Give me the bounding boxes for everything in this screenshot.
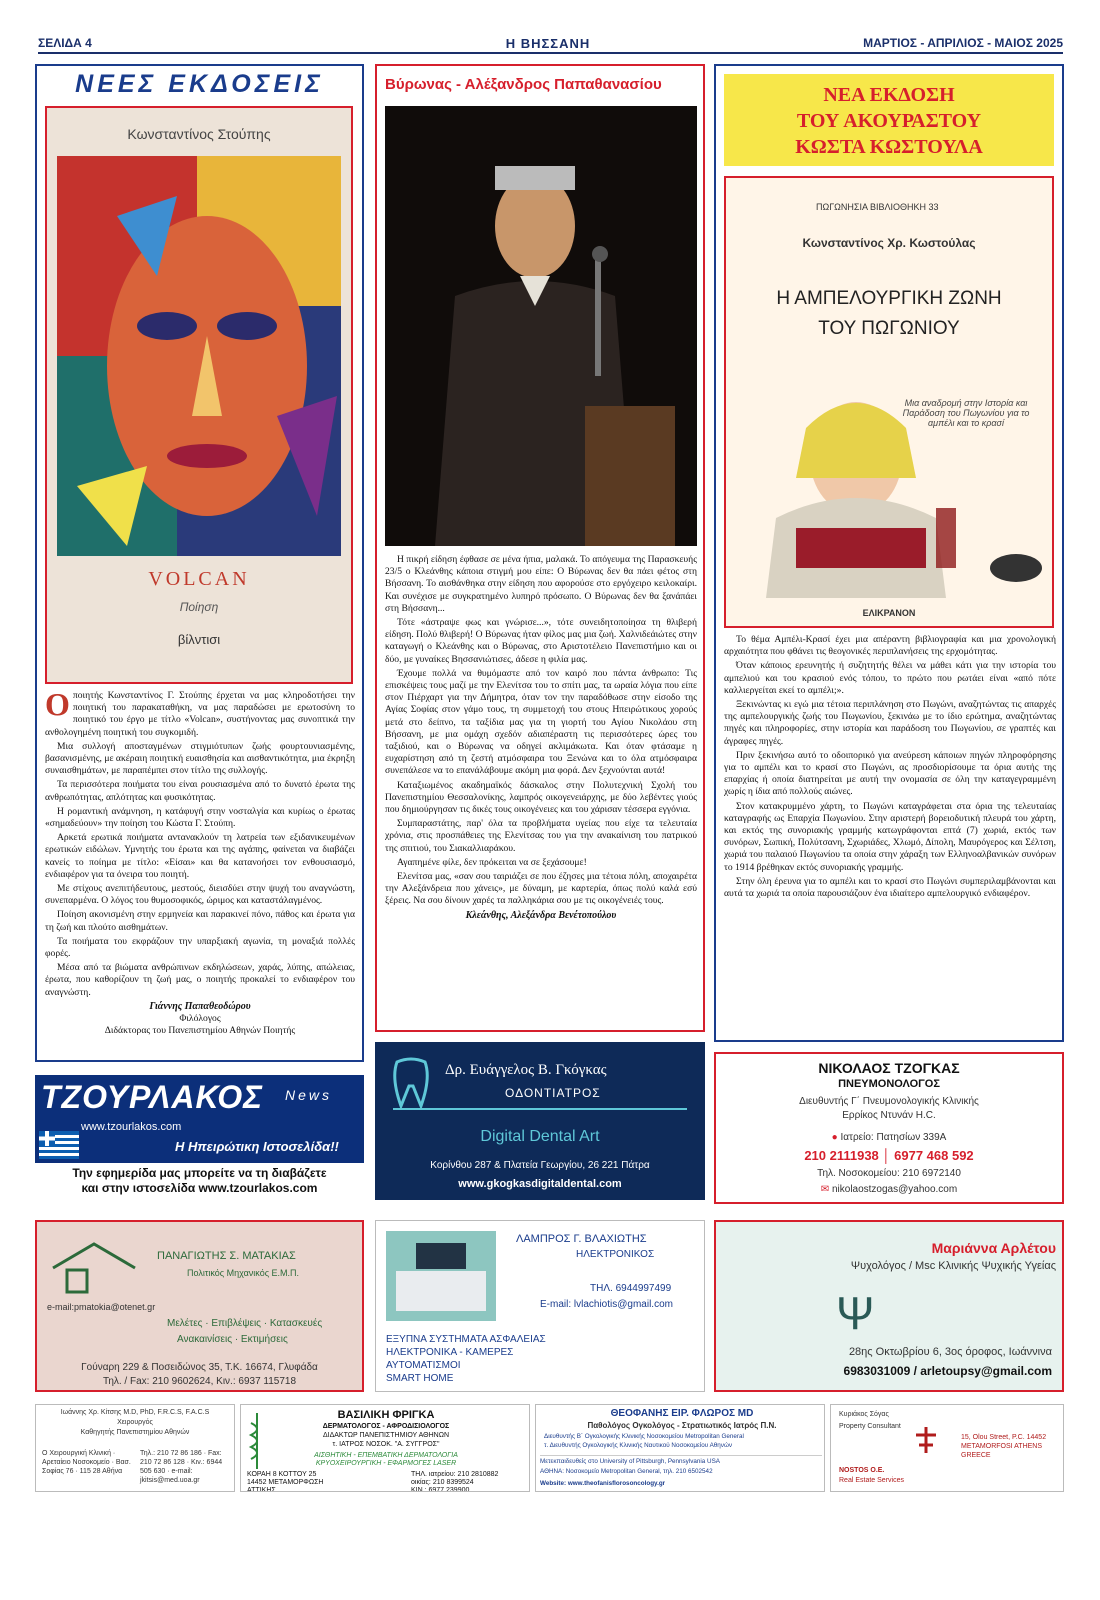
section-heading: ΝΕΕΣ ΕΚΔΟΣΕΙΣ <box>75 70 324 98</box>
cover-author: Κωνσταντίνος Χρ. Κωστούλας <box>802 236 976 250</box>
page-header <box>38 34 1063 54</box>
obituary-heading: Βύρωνας - Αλέξανδρος Παπαθανασίου <box>385 76 662 93</box>
issue-date: ΜΑΡΤΙΟΣ - ΑΠΡΙΛΙΟΣ - ΜΑΙΟΣ 2025 <box>863 36 1063 50</box>
edition-text: Το θέμα Αμπέλι-Κρασί έχει μια απέραντη βιβλιογραφία και μια χρονολογική αρχαιότητα που φθάνει τις θεογονικές περιπλανήσεις της ερχομότητας. Όταν κάποιος ερευνητής ή συζητητής θέλει να μάθει κάτι για την ιστορία του αμπελιού και του κρασιού ενός τόπου, το πρώτο που ρωτάει είναι «από πότε καλλιεργείται εκεί το αμπέλι;». Ξεκινώντας κι εγώ μια τέτοια περιπλάνηση στο Πωγώνι, αναζητώντας τις απαρχές της αμπελουργικής ζωής του Πωγωνίου, ξεκινάω με το ίδιο ερώτημα, αναζητώντας πηγές και πληροφορίες, στην ιστορία και παράδοση του Πωγωνίου, σε γραπτές και άγραφες πηγές. Πριν ξεκινήσω αυτό το οδοιπορικό για ανεύρεση κάποιων πηγών πληροφόρησης για το αμπέλι και το κρασί στο Πωγώνι, ας προσδιορίσουμε τα όρια αυτής της επαρχίας ή οποία διατηρείται με αυτή την ονομασία σε όλη την καταγεγραμμένη χωρίς η ίδια από πολλούς αιώνες. Στον κατακρυμμένο χάρτη, το Πωγώνι καταγράφεται στα όρια της τελευταίας καταγραφής ως Επαρχία Πωγωνίου. Στην αριστερή βορειοδυτική πλευρά του χάρτη, και εκτός της συνοριακής γραμμής κατωγράφονται επτά (7) χωριά, εκτός των συνόρων, Σωπική, Πολύτσανη, Σχωριάδες, Χλωμό, Δίπολη, Μαυρόγερος και Σέλτση, χωριά του παλαιού Πωγωνίου τα οποία στην χάραξη των Ελληνοαλβανικών συνόρων το 1914 βρέθηκαν εκτός συνοριακής γραμμής. Στην όλη έρευνα για το αμπέλι και το κρασί στο Πωγώνι συμπεριλαμβάνονται και αυτά τα χωριά τα οποία παρουσιάζουν ένα ιδιαίτερο αμπελουργικό ενδιαφέρον. <box>724 634 1056 900</box>
newspaper-name: Η ΒΗΣΣΑΝΗ <box>505 36 591 51</box>
dentist-name: Δρ. Ευάγγελος Β. Γκόγκας <box>445 1062 607 1078</box>
house-icon <box>49 1240 139 1296</box>
obituary-signature: Κλεάνθης, Αλεξάνδρα Βενέτοπούλου <box>465 909 617 921</box>
tzourlakos-caption: Την εφημερίδα μας μπορείτε να τη διαβάζετε και στην ιστοσελίδα www.tzourlakos.com <box>72 1166 327 1195</box>
dentist-brand: Digital Dental Art <box>480 1128 600 1145</box>
portrait-photo <box>385 106 697 546</box>
sogas-ad: Κυριάκος Σόγας Property Consultant NOSTOS O.E. Real Estate Services 15, Olou Street, P.C. 14452 METAMORFOSI ATHENS GREECE <box>830 1404 1064 1492</box>
clinic-address: ● Ιατρείο: Πατησίων 339Α <box>831 1132 947 1143</box>
envelope-icon: ✉ <box>820 1184 830 1195</box>
frigka-ad: ΒΑΣΙΛΙΚΗ ΦΡΙΓΚΑ ΔΕΡΜΑΤΟΛΟΓΟΣ - ΑΦΡΟΔΙΣΙΟΛΟΓΟΣ ΔΙΔΑΚΤΩΡ ΠΑΝΕΠΙΣΤΗΜΙΟΥ ΑΘΗΝΩΝ τ. ΙΑΤΡΟΣ ΝΟΣΟΚ. "Α. ΣΥΓΓΡΟΣ" ΑΙΣΘΗΤΙΚΗ - ΕΠΕΜΒΑΤΙΚΗ ΔΕΡΜΑΤΟΛΟΓΙΑ ΚΡΥΟΧΕΙΡΟΥΡΓΙΚΗ - ΕΦΑΡΜΟΓΕΣ LASER ΚΟΡΑΗ 8 ΚΟΤΤΟΥ 25 14452 ΜΕΤΑΜΟΡΦΩΣΗ ΑΤΤΙΚΗΣ ΤΗΛ. ιατρείου: 210 2810882 οικίας: 210 8399524 ΚΙΝ.: 6977 239900 <box>240 1404 530 1492</box>
cover-painting <box>57 156 341 556</box>
services-list: ΕΞΥΠΝΑ ΣΥΣΤΗΜΑΤΑ ΑΣΦΑΛΕΙΑΣ ΗΛΕΚΤΡΟΝΙΚΑ - ΚΑΜΕΡΕΣ ΑΥΤΟΜΑΤΙΣΜΟΙ SMART HOME <box>386 1334 546 1384</box>
location-pin-icon: ● <box>831 1132 838 1143</box>
arletou-ad: Μαριάννα Αρλέτου Ψυχολόγος / Msc Κλινικής Ψυχικής Υγείας Ψ 28ης Οκτωβρίου 6, 3ος όροφος, Ιωάννινα 6983031009 / arletoupsy@gmail.com <box>714 1220 1064 1392</box>
review-text: Οποιητής Κωνσταντίνος Γ. Στούπης έρχεται να μας κληροδοτήσει την ποιητική του παρακαταθήκη, να μας παραδώσει με ερωτοσύνη το ποιητικό του έργο με τίτλο «Volcan», συστήνοντας μας συνοπτικά την ανθολογημένη ποιητική του συγκομιδή. Μια συλλογή αποσταγμένων στιγμιότυπων ζωής φουρτουνιασμένης, βασανισμένης, με ακέραιη ποιητική ευαισθησία και αισθαντικότητα, μια έκρηξη συναισθημάτων, με παραπέμπει στον τίτλο της συλλογής. Τα περισσότερα ποιήματα του είναι ρουσιασμένα από το δυνατό έρωτα της ανθρωπότητας, απλότητας και φυσικότητας. Η ρομαντική ανάμνηση, η κατάφυγή στην νοσταλγία και κυρίως ο έρωτας «σημαδεύουν» την ποίηση του Κώστα Γ. Στούπη. Αρκετά ερωτικά ποιήματα αντανακλούν τη λατρεία των εξιδανικευμένων ερωτικών ειδώλων. Υμνητής του έρωτα και της αγάπης, φαίνεται να διαβάζει κανείς το ποίημα με τίτλο: «Είσαι» και θα κατανοήσει τον ενθουσιασμό, ενδιαφέρον για τα όνειρα του ποιητή. Με στίχους ανεπιτήδευτους, μεστούς, διεισδύει στην ψυχή του αναγνώστη, συνεπαρμένα. Ο λόγος του θυμοσοφικός, ώριμος και καταστάλαγμένος. Ποίηση ακονισμένη στην ερμηνεία και παρακινεί πόνο, πάθος και έρωτα για τη ζωή και πλούτο αισθημάτων. Τα ποιήματα του εκφράζουν την υπαρξιακή αγωνία, τη μοναξιά πολλές φορές. Μέσα από τα βιώματα ανθρώπινων εκδηλώσεων, χαράς, λύπης, απώλειας, έρωτα, που καθορίζουν τη ζωή μας, ο ποιητής προκαλεί το ενδιαφέρον του αναγνώστη. Γιάννης Παπαθεοδώρου Φιλόλογος Διδάκτορας του Πανεπιστημίου Αθηνών Ποιητής <box>45 686 355 1037</box>
obituary-text: Η πικρή είδηση έφθασε σε μένα ήπια, μαλακά. Το απόγευμα της Παρασκευής 23/5 ο Κλεάνθης κάποια στιγμή μου είπε: Ο Βύρωνας δεν θα πάει φέτος στη Βήσσανη. Το αισθάνθηκα στην είδηση που αφορούσε στο εργόχειρο κειλοκαίρι. Και συνέχισε με συγκρατημένο λυπηρό πρόσωπο. Ο Βύρωνας δεν θα ξανάπάει στη Βήσσανη... Τότε «άστραψε φως και γνώρισε...», τότε συνειδητοποίησα τη θλιβερή είδηση. Πολύ θλιβερή! Ο Βύρωνας ήταν φίλος μας μια ζωή. Χαλνιδεάιώτες στην καταγωγή ο Κλεάνθης και ο Βύρωνας, στο Αριστοτέλειο Πανεπιστήμιο και οι δύο, με γυναίκες Βησσανιώτισες, άδεσε η φιλία μας. Έχουμε πολλά να θυμόμαστε από τον καιρό που πάντα άνθρωπο: Τις επισκέψεις τους μαζί με την Ελενίτσα του το σπίτι μας, τα ωραία λόγια που είπε στον Πιέρχαρτ για την Δήμητρα, όταν τον την παραδόθωσε στην είσοδο της Αγίας Σοφίας στον γάμο τους, τη συμμετοχή του στους Ηπειρώτικους χορούς μετά στο δείπνο, τα ταξίδια μας για τη γιορτή του Αγίου Νικολάου στη Βήσσανη, με μια ομάχη σχεδόν αδιαπέραστη τις περισσότερες ώρες του ταξιδιού, και ο Βύρωνας να οδηγεί ακλιμάκωτα. Και όταν φτάσαμε η ευχαρίστηση από τη ζεστή ατμόσφαιρα του Ξενώνα και το όλα ατμόσφαιρα συνεπάλεσε να το επανάλάβουμε ακόμη μια φορά. Δεν ξεχνούνται αυτά! Καταξιωμένος ακαδημαϊκός δάσκαλος στην Πολυτεχνική Σχολή του Πανεπιστημίου Θεσσαλονίκης, λαμπρός οικογενειάρχης, με δύο λεβέντες γιούς που δημιούργησαν τις δικές τους οικογένειες και του χάρισαν τέσσερα εγγόνια. Συμπαραστάτης, παρ' όλα τα προβλήματα υγείας που είχε τα τελευταία χρόνια, στις προσπάθειες της Ελενίτσας του για την ανακαίνιση του πατρικού της σπιτιού, του Σιακαλλιαράκου. Αγαπημένε φίλε, δεν πρόκειται να σε ξεχάσουμε! Ελενίτσα μας, «σαν σου ταιριάζει σε που έζησες μια τέτοια πόλη, αποχαιρέτα την Αλεξάνδρεια που χάνεις», με δύναμη, με καρτερία, όπως πολύ καλά εσύ ξέρεις. Να σου δίνουν χαρές τα παλληκάρια σου με τις οικογένειές τους. Κλεάνθης, Αλεξάνδρα Βενέτοπούλου <box>385 554 697 921</box>
tooth-icon <box>391 1056 431 1110</box>
tzourlakos-banner[interactable]: ΤΖΟΥΡΛΑΚΟΣ News www.tzourlakos.com Η Ηπειρώτικη Ιστοσελίδα!! <box>35 1075 364 1163</box>
cover-series: ΠΩΓΩΝΗΣΙΑ ΒΙΒΛΙΟΘΗΚΗ 33 <box>816 202 939 212</box>
dentist-website[interactable]: www.gkogkasdigitaldental.com <box>458 1178 622 1190</box>
cover-publisher: ΕΛΙΚΡΑΝΟΝ <box>862 608 916 618</box>
floros-ad: ΘΕΟΦΑΝΗΣ ΕΙΡ. ΦΛΩΡΟΣ MD Παθολόγος Ογκολόγος - Στρατιωτικός Ιατρός Π.Ν. Διευθυντής Β΄ Ογκολογικής Κλινικής Νοσοκομείου Metropolitan General τ. Διευθυντής Ογκολογικής Κλινικής Ναυτικού Νοσοκομείου Αθηνών Μετεκπαιδευθείς στο University of Pittsburgh, Pennsylvania USA ΑΘΗΝΑ: Νοσοκομείο Metropolitan General, τηλ. 210 6502542 Website: www.theofanisflorosoncology.gr <box>535 1404 825 1492</box>
email-link[interactable]: ✉ nikolaostzogas@yahoo.com <box>820 1184 958 1195</box>
cover-illustration <box>736 368 1046 598</box>
phone-numbers[interactable]: 210 2111938 │ 6977 468 592 <box>804 1148 974 1163</box>
dentist-ad: Δρ. Ευάγγελος Β. Γκόγκας ΟΔΟΝΤΙΑΤΡΟΣ Digital Dental Art Κορίνθου 287 & Πλατεία Γεωργίου, 26 221 Πάτρα www.gkogkasdigitaldental.com <box>375 1042 705 1200</box>
cover-publisher: βίλντισι <box>177 632 221 647</box>
matakias-ad: ΠΑΝΑΓΙΩΤΗΣ Σ. ΜΑΤΑΚΙΑΣ Πολιτικός Μηχανικός Ε.Μ.Π. e-mail:pmatokia@otenet.gr Μελέτες · Επιβλέψεις · Κατασκευές Ανακαινίσεις · Εκτιμήσεις Γούναρη 229 & Ποσειδώνος 35, Τ.Κ. 16674, Γλυφάδα Τηλ. / Fax: 210 9602624, Κιν.: 6937 115718 <box>35 1220 364 1392</box>
greek-flag-icon <box>39 1131 79 1159</box>
psi-icon: Ψ <box>836 1287 875 1339</box>
cover-title-line1: Η ΑΜΠΕΛΟΥΡΓΙΚΗ ΖΩΝΗ <box>776 288 1002 309</box>
cover-title-line2: ΤΟΥ ΠΩΓΩΝΙΟΥ <box>818 318 960 339</box>
cover-subtitle: Μια αναδρομή στην Ιστορία και Παράδοση του Πωγωνίου για το αμπέλι και το κρασί <box>902 398 1030 428</box>
review-signature: Γιάννης Παπαθεοδώρου <box>149 1000 251 1012</box>
new-edition-section <box>714 64 1064 1042</box>
cover-author: Κωνσταντίνος Στούπης <box>127 126 271 142</box>
smart-home-photo <box>386 1231 496 1321</box>
book-cover-volcan <box>45 106 353 684</box>
kitsis-ad: Ιωάννης Χρ. Κίτσης M.D, PhD, F.R.C.S, F.A.C.S Χειρουργός Καθηγητής Πανεπιστημίου Αθηνών Ο Χειρουργική Κλινική · Αρεταίειο Νοσοκομείο · Βασ. Σοφίας 76 · 115 28 Αθήνα Τηλ.: 210 72 86 186 · Fax: 210 72 86 128 · Κιν.: 6944 505 630 · e-mail: jkitsis@med.uoa.gr <box>35 1404 235 1492</box>
tzourlakos-url[interactable]: www.tzourlakos.com <box>81 1121 182 1133</box>
tzourlakos-logo: ΤΖΟΥΡΛΑΚΟΣ <box>41 1079 264 1115</box>
new-publications-section <box>35 64 364 1062</box>
edition-banner: ΝΕΑ ΕΚΔΟΣΗ ΤΟΥ ΑΚΟΥΡΑΣΤΟΥ ΚΩΣΤΑ ΚΩΣΤΟΥΛΑ <box>724 74 1054 166</box>
vlachiotis-ad: ΛΑΜΠΡΟΣ Γ. ΒΛΑΧΙΩΤΗΣ ΗΛΕΚΤΡΟΝΙΚΟΣ ΤΗΛ. 6944997499 E-mail: lvlachiotis@gmail.com ΕΞΥΠΝΑ ΣΥΣΤΗΜΑΤΑ ΑΣΦΑΛΕΙΑΣ ΗΛΕΚΤΡΟΝΙΚΑ - ΚΑΜΕΡΕΣ ΑΥΤΟΜΑΤΙΣΜΟΙ SMART HOME <box>375 1220 705 1392</box>
obituary-section <box>375 64 705 1032</box>
cover-genre: Ποίηση <box>179 600 219 614</box>
cover-title: VOLCAN <box>148 568 250 590</box>
nostos-logo-icon <box>911 1425 941 1455</box>
page-number: ΣΕΛΙΔΑ 4 <box>38 36 92 50</box>
tzogkas-ad: ΝΙΚΟΛΑΟΣ ΤΖΟΓΚΑΣ ΠΝΕΥΜΟΝΟΛΟΓΟΣ Διευθυντής Γ΄ Πνευμονολογικής Κλινικής Ερρίκος Ντυνάν Η.C. ● Ιατρείο: Πατησίων 339Α 210 2111938 │ 6977 468 592 Τηλ. Νοσοκομείου: 210 6972140 ✉ nikolaostzogas@yahoo.com <box>714 1052 1064 1204</box>
book-cover-ampelourgiki <box>724 176 1054 628</box>
drop-cap: Ο <box>45 686 70 722</box>
